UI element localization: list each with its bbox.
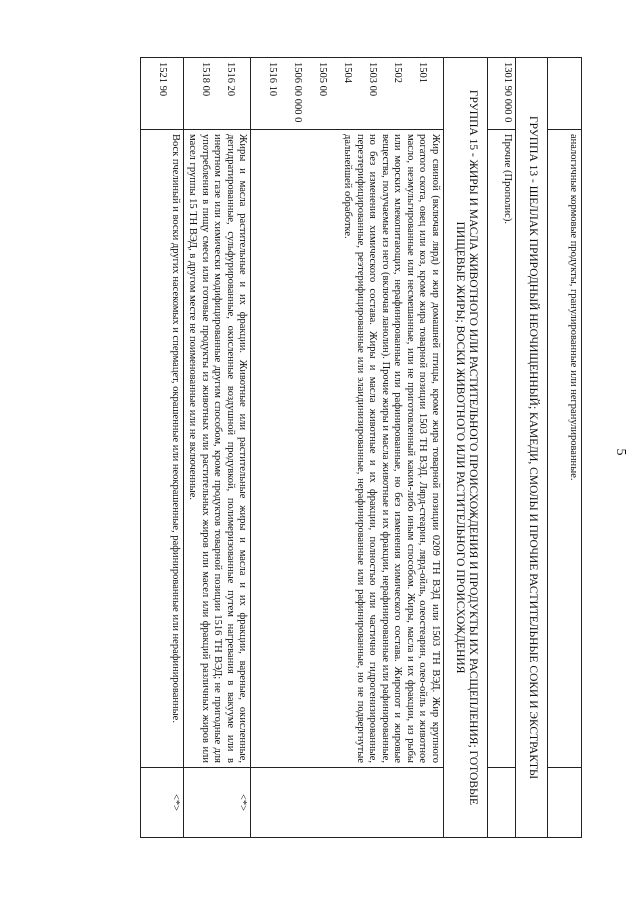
code-cell	[251, 58, 444, 130]
tnved-table	[141, 57, 583, 838]
group-13-heading: ГРУППА 13 - ШЕЛЛАК ПРИРОДНЫЙ НЕОЧИЩЕННЫЙ; КАМЕДИ, СМОЛЫ И ПРОЧИЕ РАСТИТЕЛЬНЫЕ СОКИ И ЭКСТРАКТЫ	[516, 58, 548, 838]
code-cell	[548, 58, 582, 130]
code-cell	[141, 58, 184, 130]
code-line: 1521 90	[157, 62, 169, 97]
table-row	[184, 58, 252, 838]
description-cell: Жир свиной (включая лярд) и жир домашней птицы, кроме жира товарной позиции 0209 ТН ВЭД или 1503 ТН ВЭД. Жир крупного рогатого скота, овец или коз, кроме жира товарной позиции 1503 ТН ВЭД. Лярд-стеарин, лярд-ойль, олеостеарин, олео-ойль и животное масло, неэмульгированные или несмешанные, или не приготовленный каким-либо иным способом. Жиры, масла и их фракции, из рыбы или морских млекопитающих, нерафинированные или рафинированные, но без изменения химического состава. Жиропот и жировые вещества, получаемые из него (включая ланолин). Прочие жиры и масла животные и их фракции, нерафинированные или рафинированные, но без изменения химического состава. Жиры и масла животные и их фракции, полностью или частично гидрогенизированные, переэтерифицированные, реэтерифицированные или элаидинизированные, нерафинированные или рафинированные, но не подвергнутые дальнейшей обработке.	[251, 130, 444, 768]
description-cell: аналогичные кормовые продукты, гранулированные или негранулированные.	[548, 130, 582, 768]
group-heading-row	[444, 58, 488, 838]
code-line: 1518 00	[200, 62, 211, 97]
code-line: 1505 00	[317, 62, 329, 97]
table-row	[251, 58, 444, 838]
code-line: 1516 10	[267, 62, 279, 97]
code-line: 1506 00 000 0	[292, 62, 304, 123]
page-number: 5	[613, 448, 628, 456]
table-row	[488, 58, 516, 838]
group-heading-row	[516, 58, 548, 838]
description-cell: Воск пчелиный и воски других насекомых и спермацет, окрашенные или неокрашенные, рафинированные или нерафинированные.	[141, 130, 184, 768]
description-cell: Жиры и масла растительные и их фракции. Животные или растительные жиры и масла и их фракции, вареные, окисленные, дегидратированные, сульфурированные, окисленные воздушной продувкой, полимеризованные путем нагревания в вакууме или в инертном газе или химически модифицированные другим способом, кроме продуктов товарной позиции 1516 ТН ВЭД; не пригодные для употребления в пищу смеси или готовые продукты из животных или растительных жиров или масел или фракций различных жиров или масел группы 15 ТН ВЭД, в другом месте не поименованные или не включенные.	[184, 130, 252, 768]
table-row	[141, 58, 184, 838]
description-cell: Прочие (Прополис).	[488, 130, 516, 768]
note-cell	[488, 768, 516, 838]
note-cell	[251, 768, 444, 838]
code-line: 1504	[342, 62, 354, 83]
code-line: 1503 00	[367, 62, 379, 97]
note-cell	[548, 768, 582, 838]
code-cell: 1301 90 000 0	[488, 58, 516, 130]
group-15-heading: ГРУППА 15 - ЖИРЫ И МАСЛА ЖИВОТНОГО ИЛИ РАСТИТЕЛЬНОГО ПРОИСХОЖДЕНИЯ И ПРОДУКТЫ ИХ РАСЩЕПЛЕНИЯ; ГОТОВЫЕ ПИЩЕВЫЕ ЖИРЫ; ВОСКИ ЖИВОТНОГО ИЛИ РАСТИТЕЛЬНОГО ПРОИСХОЖДЕНИЯ	[444, 58, 488, 838]
table-row	[548, 58, 582, 838]
code-line: 1516 20	[225, 62, 236, 97]
rotated-table-sheet	[112, 57, 582, 837]
code-cell	[184, 58, 252, 130]
note-cell: <*>	[184, 768, 252, 838]
note-cell: <*>	[141, 768, 184, 838]
code-line: 1502	[392, 62, 404, 83]
code-line: 1501	[417, 62, 429, 83]
